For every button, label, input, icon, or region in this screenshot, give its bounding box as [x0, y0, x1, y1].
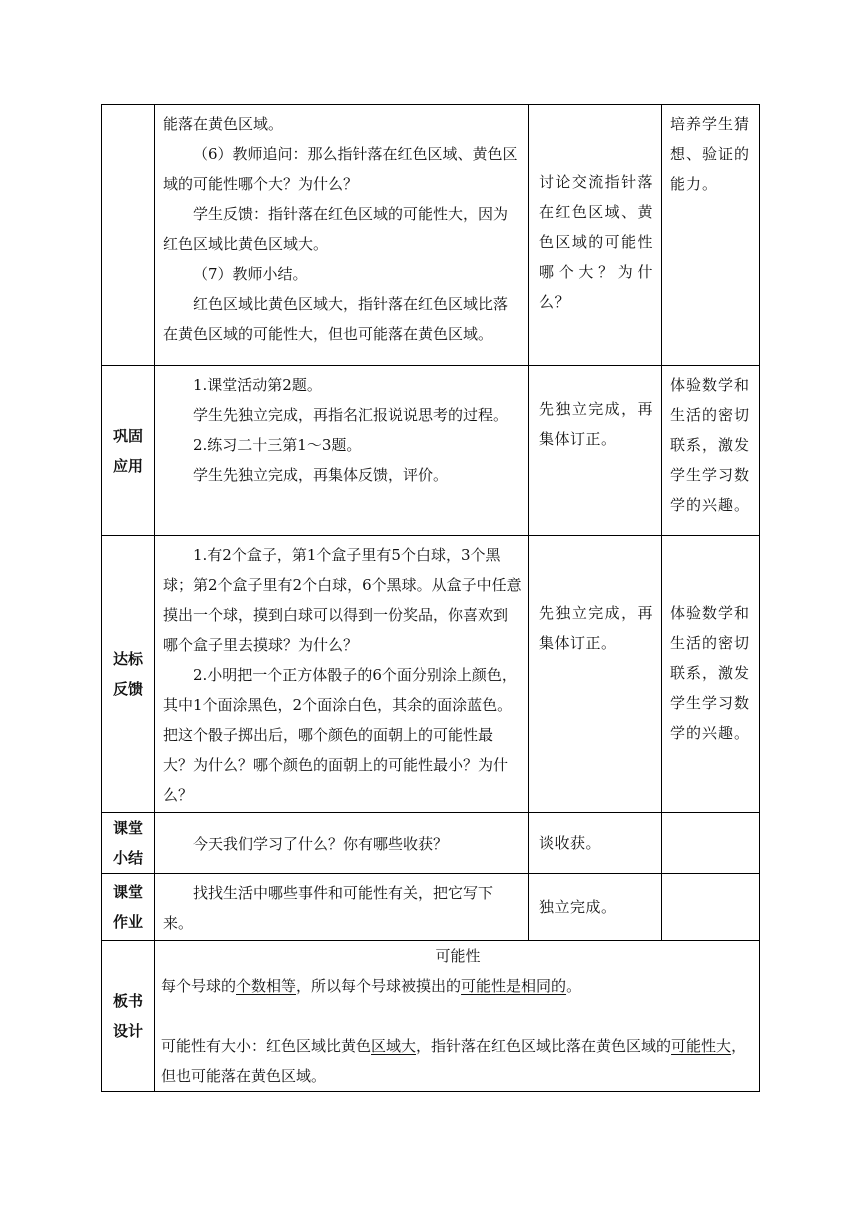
process-cell — [155, 536, 529, 813]
process-paragraph: 2.小明把一个正方体骰子的6个面分别涂上颜色，其中1个面涂黑色，2个面涂白色，其余的面涂蓝色。把这个骰子掷出后，哪个颜色的面朝上的可能性最大？为什么？哪个颜色的面朝上的可能性最小？为什么？ — [163, 666, 517, 804]
board-design-cell — [155, 941, 760, 1092]
table-row-summary — [102, 813, 760, 874]
underlined-key-phrase: 区域大 — [371, 1037, 417, 1055]
design-intent-cell: 体验数学和生活的密切联系，激发学生学习数学的兴趣。 — [662, 536, 760, 813]
row-label: 达标 反馈 — [102, 536, 155, 813]
process-cell — [155, 366, 529, 536]
row-label: 课堂 作业 — [102, 874, 155, 941]
design-intent-cell: 培养学生猜想、验证的能力。 — [662, 105, 760, 366]
process-paragraph: （7）教师小结。 — [193, 265, 308, 283]
process-paragraph: 学生先独立完成，再集体反馈，评价。 — [193, 466, 449, 484]
table-row-feedback — [102, 536, 760, 813]
process-paragraph: （6）教师追问：那么指针落在红色区域、黄色区域的可能性哪个大？为什么？ — [163, 145, 518, 193]
table-row-board — [102, 941, 760, 1092]
student-activity-cell: 先独立完成，再集体订正。 — [529, 536, 662, 813]
student-activity-cell: 先独立完成，再集体订正。 — [529, 366, 662, 536]
design-intent-cell: 体验数学和生活的密切联系，激发学生学习数学的兴趣。 — [662, 366, 760, 536]
process-paragraph: 能落在黄色区域。 — [163, 115, 284, 133]
process-paragraph: 2.练习二十三第1～3题。 — [193, 436, 362, 454]
board-line-2: 可能性有大小：红色区域比黄色区域大，指针落在红色区域比落在黄色区域的可能性大，但也可能落在黄色区域。 — [161, 1037, 747, 1085]
student-activity-cell: 独立完成。 — [529, 874, 662, 941]
table-row-continuation — [102, 105, 760, 366]
process-cell: 找找生活中哪些事件和可能性有关，把它写下来。 — [155, 874, 529, 941]
process-paragraph: 红色区域比黄色区域大，指针落在红色区域比落在黄色区域的可能性大，但也可能落在黄色区域。 — [163, 295, 509, 343]
student-activity-cell: 谈收获。 — [529, 813, 662, 874]
process-paragraph: 学生反馈：指针落在红色区域的可能性大，因为红色区域比黄色区域大。 — [163, 205, 509, 253]
process-cell: 今天我们学习了什么？你有哪些收获？ — [155, 813, 529, 874]
process-paragraph: 1.有2个盒子，第1个盒子里有5个白球，3个黑球；第2个盒子里有2个白球，6个黑球。从盒子中任意摸出一个球，摸到白球可以得到一份奖品，你喜欢到哪个盒子里去摸球？为什么？ — [163, 546, 522, 654]
student-activity-cell: 讨论交流指针落在红色区域、黄色区域的可能性哪个大？为什么？ — [529, 105, 662, 366]
design-intent-cell — [662, 874, 760, 941]
board-title: 可能性 — [435, 947, 481, 965]
board-spacer — [161, 1001, 755, 1031]
board-line-1: 每个号球的个数相等，所以每个号球被摸出的可能性是相同的。 — [161, 977, 582, 995]
row-label: 课堂 小结 — [102, 813, 155, 874]
table-row-consolidate — [102, 366, 760, 536]
design-intent-cell — [662, 813, 760, 874]
process-paragraph: 1.课堂活动第2题。 — [193, 376, 322, 394]
underlined-key-phrase: 可能性大 — [671, 1037, 732, 1055]
underlined-key-phrase: 可能性是相同的 — [461, 977, 567, 995]
underlined-key-phrase: 个数相等 — [236, 977, 297, 995]
row-label: 巩固 应用 — [102, 366, 155, 536]
lesson-plan-table — [101, 104, 760, 1092]
row-label: 板书 设计 — [102, 941, 155, 1092]
label-cell-empty — [102, 105, 155, 366]
process-paragraph: 学生先独立完成，再指名汇报说说思考的过程。 — [193, 406, 509, 424]
process-cell — [155, 105, 529, 366]
table-row-homework — [102, 874, 760, 941]
